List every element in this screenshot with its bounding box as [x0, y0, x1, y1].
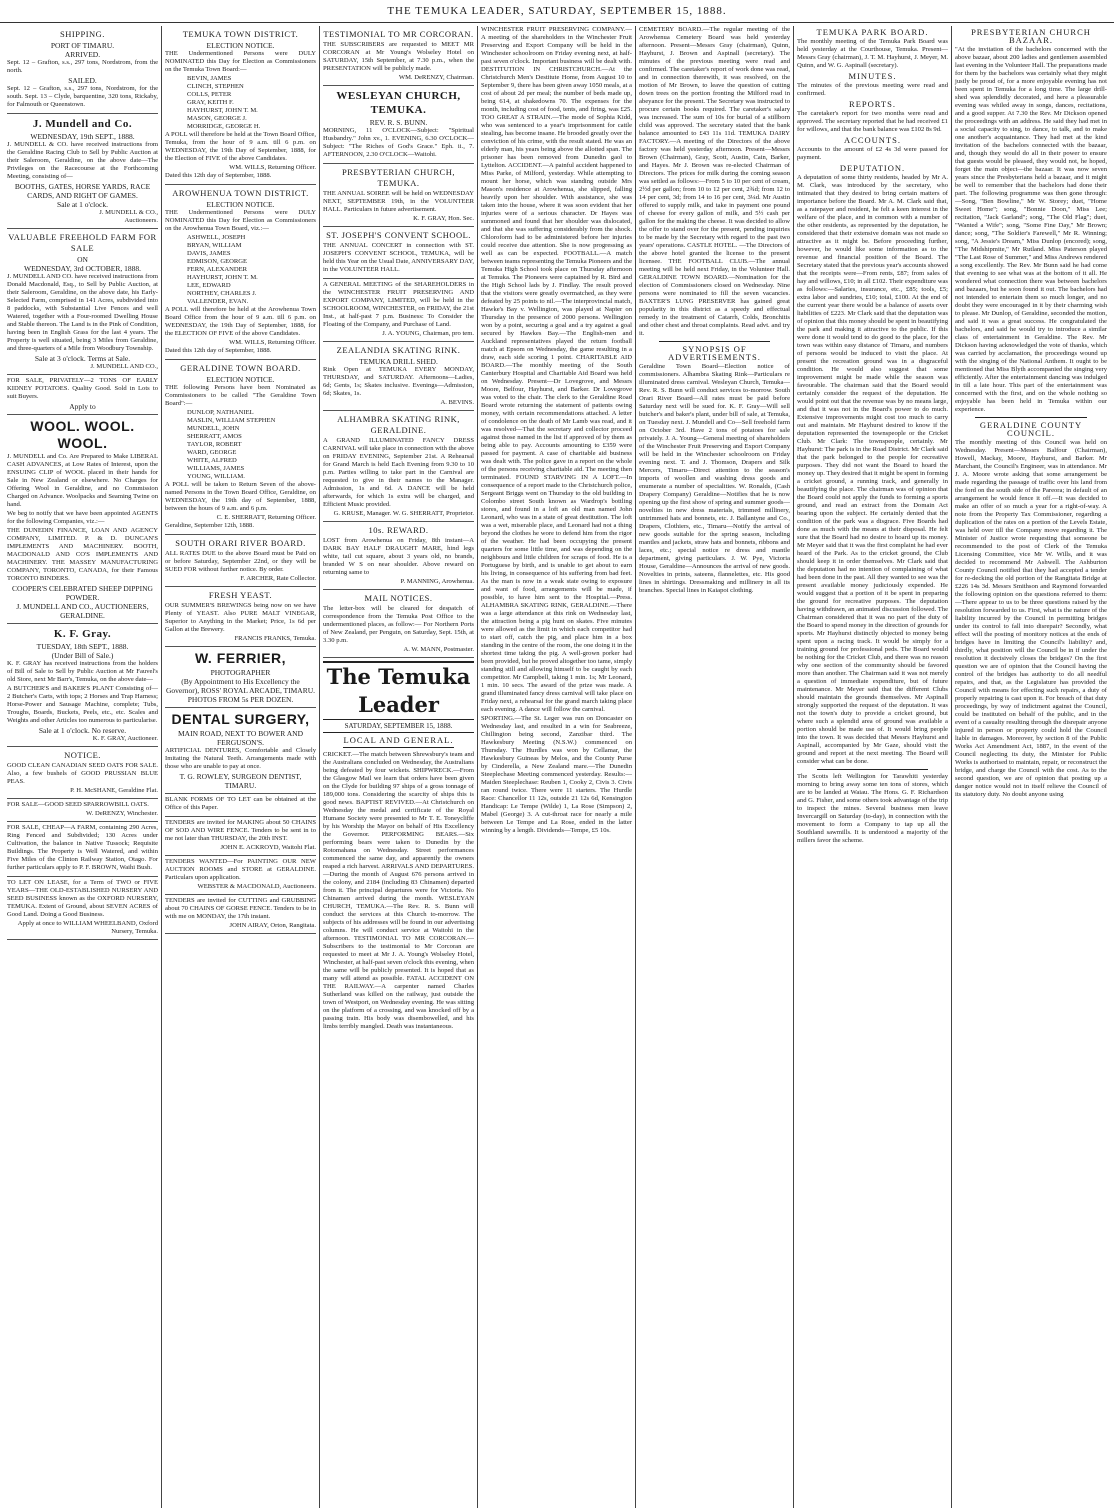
reports-heading: REPORTS.: [849, 99, 896, 109]
candidate: VALLENDER, EVAN.: [187, 298, 249, 305]
apply-text: Apply to: [69, 402, 96, 411]
arrived-heading: ARRIVED.: [64, 50, 101, 59]
candidate: WILLIAMS, JAMES: [187, 465, 245, 472]
divider: [817, 769, 928, 770]
issue-date: SATURDAY, SEPTEMBER 15, 1888.: [323, 722, 474, 733]
candidate: HAYHURST, JOHN T. M.: [187, 274, 258, 281]
county-council-heading: GERALDINE COUNTY COUNCIL.: [979, 420, 1083, 438]
geraldine-election-notice: [165, 360, 316, 535]
dated-text: Geraldine, September 12th, 1888.: [165, 522, 254, 529]
booths-text: BOOTHS, GATES, HORSE YARDS, RACE CARDS, AND RIGHT OF GAMES.: [14, 182, 151, 200]
gray-text: K. F. GRAY has received instructions from the holders of Bill of Sale to Sell by Public Auction at Mr Fauvel's old Store, next Mr Barr's, Temuka, on the above date—: [7, 660, 158, 683]
farm-date: WEDNESDAY, 3rd OCTOBER, 1888.: [24, 264, 141, 273]
dental-signature: T. G. ROWLEY, SURGEON DENTIST, TIMARU.: [179, 772, 302, 790]
sporting-text: SPORTING.—The St. Leger was run on Doncaster on Wednesday last, and resulted in a win for Seabreeze, Chillington being second, Zanzibar third. The Hawkesbury Meeting (N.S.W.) commenced on Thursday. The Hurdles was won by Cellamar, the Hawkesbury Guineas by Melos, and the County Purse by Cinderella, a New Zealand mare.—The Dunedin Steeplechase Meeting commenced yesterday. Results:—Maiden Steeplechase: Reuben 1, Cooky 2, Civis 3. Civis ran round twice. There were 11 starters. The Hurdle Race: Chancellor 11 12s, outside 21 12s 6d, Kensington Handicap: Le Tempe (Wilde) 1, La Rose (Simpson) 2, Mabel (George) 3. A cut-throat race for nearly a mile between Le Tempe and La Rose, ended in the latter winning by a length. Dividends—Tempe, £5 10s.: [481, 715, 632, 834]
gray-sale-ad: [7, 624, 158, 747]
wesleyan-text: MORNING, 11 O'CLOCK—Subject: "Spiritual Husbandry." John xv., 1. EVENING, 6.30 O'CLOCK—Subject: "The Riches of God's Grace." Eph. ii., 7. AFTERNOON, 2.30 O'CLOCK—Waitohi.: [323, 127, 474, 158]
potatoes-ad: [7, 375, 158, 415]
candidate: WHITE, ALFRED: [187, 457, 237, 464]
cooper-text: COOPER'S CELEBRATED SHEEP DIPPING POWDER.: [12, 584, 153, 602]
oats-notice: [7, 747, 158, 799]
candidate-list: [165, 75, 316, 131]
tender-painting-signature: WEBSTER & MACDONALD, Auctioneers.: [197, 883, 316, 890]
newspaper-title: The Temuka Leader: [323, 661, 474, 720]
sparrowbill-text: FOR SALE—GOOD SEED SPARROWBILL OATS.: [7, 801, 149, 808]
port-heading: PORT OF TIMARU.: [50, 41, 115, 50]
mail-heading: MAIL NOTICES.: [364, 593, 433, 603]
convent-concert-notice: [323, 227, 474, 279]
wool-ad: [7, 415, 158, 624]
wool-text-2: We beg to notify that we have been appointed AGENTS for the following Companies, viz.:—: [7, 510, 158, 525]
alhambra-rink-ad: [323, 411, 474, 522]
tender-fence-text: TENDERS are invited for MAKING about 50 CHAINS OF SOD AND WIRE FENCE. Tenders to be sent in to me not later than THURSDAY, the 20th INST.: [165, 819, 316, 842]
candidate-list: [165, 409, 316, 481]
synopsis-heading: SYNOPSIS OF ADVERTISEMENTS.: [668, 344, 761, 362]
election-text: THE Undermentioned Persons were DULY NOMINATED this Day for Election as Commissioners on the Temuka Town Board:—: [165, 50, 316, 73]
presbyterian-notice: [323, 164, 474, 227]
candidate: MORRIDGE, GEORGE H.: [187, 123, 261, 130]
signature: J. MUNDELL & CO.,: [99, 209, 158, 216]
local-general-text: CRICKET.—The match between Shrewsbury's team and the Australians concluded on Wednesday, the Australians being defeated by four wickets. SHIPWRECK.—From the Glasgow Mail we learn that orders have been given on the Clyde for building 97 ships of a gross tonnage of 189,000 tons. Considering the scarcity of ships this is good news. BAPTIST REVIVED.—At Christchurch on Wednesday the medal and certificate of the Royal Humane Society were presented to Mr T. E. Toneycliffe by his Worship the Mayor on behalf of His Excellency the Governor. PERFORMING BEARS.—Six performing bears were taken to Dunedin by the Rotomahana on Wednesday. Street performances commenced the same day, and apparently the owners reaped a rich harvest. ARRIVALS AND DEPARTURES.—During the month of August 676 persons arrived in the colony, and 2184 (including 83 Chinamen) departed from it. The principal departures were for Victoria. No Chinamen arrived during the month. WESLEYAN CHURCH, TEMUKA.—The Rev. R. S. Bunn will conduct the services at this Church to-morrow. The subjects of his addresses will be found in our advertising columns. He will conduct service at Waitohi in the afternoon. TESTIMONIAL TO MR CORCORAN.—Subscribers to the testimonial to Mr Corcoran are requested to meet at Mr J. A. Young's Wolseley Hotel, Winchester, at half-past seven o'clock this evening, when the same will be publicly presented. It is hoped that as many will attend as possible. FATAL ACCIDENT ON THE RAILWAY.—A carpenter named Charles Sutherland was killed on the railway, just outside the town of Westport, on Wednesday evening. He was sitting on the platform of a crossing, and was knocked off by a passing train. His body was disembowelled, and his limbs terribly mangled. Death was instantaneous.: [323, 751, 474, 1030]
zealandia-subtitle: TEMUKA DRILL SHED.: [359, 357, 438, 366]
candidate: DUNLOP, NATHANIEL: [187, 409, 254, 416]
column-3: [320, 26, 478, 1508]
farm-on: ON: [77, 255, 88, 264]
arrived-text: Sept. 12 – Grafton, s.s., 297 tons, Nordstrom, from the north.: [7, 59, 158, 74]
tender-gorse-ad: [165, 895, 316, 934]
zealandia-rink-ad: [323, 342, 474, 411]
candidate-list: [165, 234, 316, 306]
gray-date: TUESDAY, 18th SEPT., 1888.: [36, 642, 129, 651]
lease-signature: Apply at once to WILLIAM WHEELBAND, Oxford Nursery, Temuka.: [17, 920, 158, 935]
candidate: EDMISON, GEORGE: [187, 258, 248, 265]
zealandia-heading: ZEALANDIA SKATING RINK.: [336, 345, 461, 355]
cheap-farm-ad: [7, 822, 158, 877]
presbyterian-text: THE ANNUAL SOIREE will be held on WEDNESDAY NEXT, SEPTEMBER 19th, in the VOLUNTEER HALL. Particulars in future advertisement.: [323, 190, 474, 213]
minutes-text: The minutes of the previous meeting were read and confirmed.: [797, 82, 948, 97]
sale-date: WEDNESDAY, 19th SEPT., 1888.: [30, 132, 135, 141]
candidate: HAYHURST, JOHN T. M.: [187, 107, 258, 114]
farm-heading: VALUABLE FREEHOLD FARM FOR SALE: [8, 232, 157, 253]
candidate: GRAY, KEITH F.: [187, 99, 234, 106]
ferrier-heading: W. FERRIER,: [194, 650, 287, 666]
dental-heading: DENTAL SURGERY,: [171, 711, 310, 727]
general-meeting-notice: [323, 279, 474, 342]
cheap-farm-text: FOR SALE, CHEAP—A FARM, containing 290 Acres, Ring Fenced and Subdivided; 130 Acres under Cultivation, the balance in Native Tussock; Requisite Buildings. The Property is Well Watered, and within Five Miles of the Clinton Railway Station, Otago. For further particulars apply to P. F. BROWN, Waihi Bush.: [7, 824, 158, 871]
accounts-heading: ACCOUNTS.: [844, 135, 901, 145]
bazaar-text: "At the invitation of the bachelors concerned with the above bazaar, about 200 ladies and gentlemen assembled last evening in the Volunteer Hall. The preparations made for them by the bachelors was certainly what they might justly be proud of, for a more enjoyable evening has not been spent in Temuka for a long time. The large drill-shed was splendidly decorated, and here a pleasurable evening was whiled away in songs, dances, recitations, and a good supper. At 7.30 the Rev. Mr Dickson opened the proceedings with an address. He said they had met in a social capacity to sing, to dance, to talk, and to make one another's acquaintance. They had met at the kind invitation of the bachelors connected with the bazaar, and, though they would do all in their power to ensure that guests would be pleased, they would not, he hoped, forget the main object—the bazaar. It was now seven years since the Presbyterians held a bazaar, and it might be well to remember that the bachelors had done their part. The following programme was then gone through:—Song, "Ben Bowline," Mr W. Storey; duet, "Home Sweet Home"; song, "Bonnie Doon," Miss Lee; recitation, "Jack Garland"; song, "The Old Flag"; duet, "Wanted a Wife"; song, "Some Fine Day," Mr Brown; dance; song, "The Soldier's Farewell," Mr R. Winning; song, "A Jessie's Dream," Miss Dunlop (encored); song, "The Midshipmite," Mr Rutland. Miss Paterson played "The Last Rose of Summer," and Miss Andrews rendered a song excellently. The Rev. Mr Bunn said he had come that evening to see what was at the bottom of it all. He wondered what connection there was between bachelors and bazaars, but he soon found it out. The bachelors had not intended to entertain them so much longer, and no doubt they were encouraged in it by their charming wish to please. Mr Dunlop, of Geraldine, seconded the motion, and said it was a great success. He congratulated the bachelors, and said he would try to introduce a similar class of entertainment in Geraldine. The Rev. Mr Dickson having acknowledged the vote of thanks, which was carried by acclamation, the proceedings wound up with the singing of the National Anthem. It ought to be mentioned that Miss Blyth accompanied the singing very efficiently. After the entertainment dancing was indulged in till a late hour. This part of the entertainment was concerned with the first, and on the whole nothing so enjoyable has been held in Temuka within our experience.: [955, 46, 1107, 413]
accounts-text: Accounts to the amount of £2 4s 3d were passed for payment.: [797, 146, 948, 161]
gray-time: Sale at 1 o'clock. No reserve.: [38, 726, 127, 735]
candidate: MUNDELL, JOHN: [187, 425, 240, 432]
wesleyan-heading: WESLEYAN CHURCH, TEMUKA.: [336, 90, 461, 116]
column-1: [4, 26, 162, 1508]
gray-subtitle: (Under Bill of Sale.): [51, 651, 114, 660]
arowhenua-text: THE Undermentioned Persons were DULY NOMINATED this Day for Election as Commissioners on the Arowhenua Town Board, viz.:—: [165, 209, 316, 232]
candidate: MASLIN, WILLIAM STEPHEN: [187, 417, 276, 424]
ferrier-text: (By Appointment to His Excellency the Governor), ROSS' ROYAL ARCADE, TIMARU. PHOTOS FROM 5s PER DOZEN.: [165, 677, 316, 704]
wesleyan-notice: [323, 86, 474, 164]
candidate: FERN, ALEXANDER: [187, 266, 248, 273]
dated-text: Dated this 12th day of September, 1888.: [165, 172, 272, 179]
candidate: BRYAN, WILLIAM: [187, 242, 242, 249]
county-council-text: The monthly meeting of this Council was held on Wednesday. Present—Messrs Balfour (Chairman), Howell, Mackay, Moore, Hayhurst, and Barker. Mr Marchant, the Council's Engineer, was in attendance. Mr J. A. Moore wrote asking that some arrangement be made regarding the passage of traffic over his land from the ford on the south side of the Pareora; in default of an arrangement he would fence it off.—It was decided to make an offer of so much a year for a right-of-way. A note from the Property Tax Commissioner, regarding a duplication of the rates on a portion of the Levels Estate, was held over till the Company move regarding it. The Minister of Justice wrote requesting that someone be recommended to the post of Clerk of the Temuka Licensing Committee, vice Mr W. Wills, and it was decided to recommend Mr Ashwell. The Ashburton County Council notified that they had accepted a tender for re-decking the old portion of the Rangitata Bridge at £226 14s 3d. Messrs Smithson and Raymond forwarded the following opinion on the questions referred to them:—There appear to us to be three questions raised by the resolution forwarded to us. First, what is the nature of the liability incurred by the Council in permitting bridges under its control to fall into disrepair? Secondly, what effect will the posting of monitory notices at the ends of bridges have in limiting the Council's liability? and, thirdly, what position will the Council be in if under the resolution it decisively closes the bridges? On the first question we are of opinion that the Council having the control of the bridges has authority to do all needful repairs, and that, as the Legislature has provided the Council with means for effecting such repairs, a duty of properly repairing is cast upon it. For breach of that duty proceedings, by way of indictment against the Council, could be instituted on behalf of the public, and in the event of a casualty resulting through the disrepair anyone injured in person or property could hold the Council liable in damages. Moreover, by section 8 of the Public Works Act Amendment Act, 1887, in the event of the Council neglecting its duty, the Minister for Public Works is authorised to maintain, repair, or reconstruct the bridge, and charge the Council with the cost. As to the second question, we are of opinion that posting up a danger notice would not in itself relieve the Council of its statutory duty. No doubt anyone using: [955, 439, 1107, 798]
sailed-text: Sept. 12 – Grafton, s.s., 297 tons, Nordstrom, for the south. Sept. 13 – Clyde, barquentine, 320 tons, Rickaby, for Falmouth or Queenstown.: [7, 85, 158, 108]
yeast-heading: FRESH YEAST.: [208, 590, 273, 600]
newspaper-columns: [4, 26, 1110, 1508]
reward-signature: P. MANNING, Arowhenua.: [400, 578, 474, 585]
arowhenua-poll-text: A POLL will therefore be held at the Arowhenua Town Board Office from the hour of 9 a.m. till 6 p.m. on WEDNESDAY, the 19th Day of September, 1888, for the ELECTION OF FIVE of the above Candidates.: [165, 306, 316, 337]
minutes-heading: MINUTES.: [848, 71, 897, 81]
local-general-heading: LOCAL AND GENERAL.: [343, 735, 454, 745]
shipping-section: [7, 26, 158, 114]
farm-text: J. MUNDELL AND CO. have received instructions from Donald Macdonald, Esq., to Sell by Public Auction, at their Saleroom, Geraldine, on the above date, his Early-Selected Farm, comprised in 141 Acres, subdivided into 8 paddocks, with Substantial Live Fences and well Watered, together with a Four-roomed Dwelling House and Stable thereon. The Land is in the Pink of Condition, having been in English Grass for the last 4 years. The Property is well situated, being 3 Miles from Geraldine, and three-quarters of a Mile from Woodbury Township.: [7, 273, 158, 352]
divider: [975, 417, 1087, 418]
park-board-text: The monthly meeting of the Temuka Park Board was held yesterday at the Courthouse, Temuka. Present—Messrs Gray (chairman), J. T. M. Hayhurst, J. Meyer, M. Quinn, and W. G. Aspinall (secretary).: [797, 38, 948, 69]
testimonial-text: THE SUBSCRIBERS are requested to MEET MR CORCORAN at Mr Young's Wolseley Hotel on SATURDAY, 15th September, at 7.30 p.m., when the PRESENTATION will be publicly made.: [323, 41, 474, 72]
lease-ad: [7, 877, 158, 940]
testimonial-notice: [323, 26, 474, 86]
zealandia-signature: A. BEVINS.: [440, 399, 474, 406]
wesleyan-subtitle: REV. R. S. BUNN.: [369, 118, 428, 127]
reward-text: LOST from Arowhenua on Friday, 8th instant—A DARK BAY HALF DRAUGHT MARE, hind legs white, tail cut square, about 3 years old, no brands, branded W S on near shoulder. Above reward on returning same to: [323, 537, 474, 576]
orari-signature: F. ARCHER, Rate Collector.: [240, 575, 316, 582]
blank-forms-text: BLANK FORMS OF TO LET can be obtained at the Office of this Paper.: [165, 796, 316, 811]
tender-gorse-signature: JOHN AIRAY, Orton, Rangitata.: [229, 922, 316, 929]
candidate: YOUNG, WILLIAM.: [187, 473, 245, 480]
gray-text-2: A BUTCHER'S and BAKER'S PLANT Consisting of— 2 Butcher's Carts, with tops; 2 Horses and Trap Harness; Horse-Power and Sausage Machine, complete; Tubs, Troughs, Boards, Buckets, Peels, etc., etc. Scales and Weights and other Articles too numerous to particularise.: [7, 685, 158, 724]
candidate: ASHWELL, JOSEPH: [187, 234, 246, 241]
farm-sale-ad: [7, 229, 158, 375]
deputation-text: A deputation of some thirty residents, headed by Mr A. M. Clark, was introduced by the secretary, who intimated that they desired to bring certain matters of importance before the Board. Mr A. M. Clark said that, as a ratepayer and resident, he felt a keen interest in the welfare of the place, and in common with a number of the other residents, as represented by the deputation, he considered that their extensive domain was not made so attractive as it might be. Before proceeding further, however, he would like some information as to the revenue and financial position of the Board. The Secretary stated that the previous year's accounts showed that the receipts were—From rents, £87; from sales of hay and willows, £10; in all £102. Their expenditure was as follows:—Salaries, insurance, etc., £85; tools, £5; extra labor and sundries, £10; total, £100. At the end of the current year there would be a balance of assets over liabilities of £223. Mr Clark said that the deputation was of opinion that this money should be spent in beautifying the park and making it attractive to the public. If this were done it would tend to do good to the place, for the town was within easy distance of Timaru, and numbers of persons would be induced to visit the place. At present the recreation ground was in a disgraceful condition. He would also suggest that some improvement might be made while the season was favourable. The chairman said that the Board would certainly consider the request of the deputation. He would point out that the revenue was by no means large, and that it was not in the Board's power to do much. Extensive improvements might cost too much to carry out and maintain. Mr Hayhurst desired to know if the deputation represented the townspeople or the Cricket Club. Mr Clark: The townspeople, certainly. Mr Hayhurst: The park is in the Road District. Mr Clark said that the park belonged to the people for recreative purposes. They did not want the Board to hoard the money up. They desired that it might be spent in forming a cricket ground, a running track, and generally in beautifying the place. The chairman was of opinion that the Board could not apply the funds to forming a sports ground, and read an extract from the Domain Act bearing upon the subject. He certainly denied that the condition of the park was a disgrace. Five Boards had done as much with the means at their disposal. He felt sure that the Board had no desire to hoard up its money. Mr Meyer said that it was the first complaint he had ever heard of the Park. As to the cricket ground, the Club should keep it in order themselves. Mr Clark said that the deputation had no intention of complaining of what had been done in the past. All they wanted to see was the present available money judiciously expended. He would suggest that a portion of it be spent in preparing the ground for recreative purposes. The deputation having withdrawn, an animated discussion followed. The Chairman considered that it was no part of the duty of the Board to spend money in the direction of grounds for sports. Mr Hayhurst distinctly objected to money being spent upon a racing track. It would be simply for a training ground for professional peds. The Board would be nothing for the Cricket Club, and there was no reason why one section of the community should be favored more than another. The Chairman said it was not merely a question of immediate expenditure, but of future maintenance. Mr Meyer said that the different Clubs should maintain the grounds themselves. Mr Aspinall strongly supported the request of the deputation. It was not the town's duty to provide a cricket ground, but where such a splendid area of ground was available a portion should be made use of. It would bring people into the town. It was decided that Messrs Hayhurst and Aspinall, accompanied by Mr Gaze, should visit the ground and report at the next meeting. The Board will consider what can be done.: [797, 174, 948, 765]
news-text: The Scotts left Wellington for Tarawhiti yesterday morning to bring away some ten tons of stores, which are to be landed at Waiau. The Hons. G. F. Richardson and G. Fisher, and some others took advantage of the trip to inspect the mines. Several business men leave Invercargill on Saturday (to-day), in connection with the movement to form a Company to tap up all the Southland sawmills. It is understood a majority of the millers favor the scheme.: [797, 773, 948, 844]
orari-board-notice: [165, 535, 316, 587]
arowhenua-election-notice: [165, 185, 316, 360]
deputation-heading: DEPUTATION.: [839, 163, 906, 173]
mail-text: The letter-box will be cleared for despatch of correspondence from the Temuka Post Office to the undermentioned places, as follow:— For Northern Ports of New Zealand, per Penguin, on Saturday, Sept. 15th, at 3.30 p.m.: [323, 605, 474, 644]
blank-forms-ad: [165, 794, 316, 817]
returning-officer: WM. WILLS, Returning Officer.: [229, 164, 316, 171]
testimonial-signature: WM. DeRENZY, Chairman.: [398, 74, 474, 81]
oats-text: GOOD CLEAN CANADIAN SEED OATS FOR SALE. Also, a few bushels of GOOD PRUSSIAN BLUE PEAS.: [7, 762, 158, 785]
general-meeting-text: A GENERAL MEETING of the SHAREHOLDERS in the WINCHESTER FRUIT PRESERVING AND EXPORT COMPANY, LIMITED, will be held in the SCHOOLROOM, WINCHESTER, on FRIDAY, the 21st Inst., at half-past 7 p.m. Business: To Consider the Floating of the Company, and Purchase of Land.: [323, 281, 474, 328]
election-heading: ELECTION NOTICE.: [206, 41, 275, 50]
convent-heading: ST. JOSEPH'S CONVENT SCHOOL.: [326, 230, 471, 240]
orari-heading: SOUTH ORARI RIVER BOARD.: [175, 538, 306, 548]
potatoes-text: FOR SALE, PRIVATELY—2 TONS OF EARLY KIDNEY POTATOES. Quality Good. Sold in Lots to suit Buyers.: [7, 377, 158, 400]
district-heading: TEMUKA TOWN DISTRICT.: [182, 29, 299, 39]
dental-text: ARTIFICIAL DENTURES, Comfortable and Closely Imitating the Natural Teeth. Arrangements made with those who are unable to pay at once.: [165, 747, 316, 770]
dental-subtitle: MAIN ROAD, NEXT TO BOWER AND FERGUSON'S.: [177, 729, 303, 747]
signature-title: Auctioneers.: [124, 217, 158, 224]
zealandia-text: Rink Open at TEMUKA EVERY MONDAY, THURSDAY, and SATURDAY. Afternoons—Ladies, 6d; Gents, 1s; Skates inclusive. Evenings—Admission, 6d; Skates, 1s.: [323, 366, 474, 397]
candidate: TAYLOR, ROBERT: [187, 441, 242, 448]
dated-text: Dated this 12th day of September, 1888.: [165, 347, 272, 354]
election-heading: ELECTION NOTICE.: [206, 200, 275, 209]
candidate: CLINCH, STEPHEN: [187, 83, 244, 90]
ferrier-subtitle: PHOTOGRAPHER: [210, 668, 271, 677]
bazaar-heading: PRESBYTERIAN CHURCH BAZAAR.: [971, 27, 1091, 45]
convent-text: THE ANNUAL CONCERT in connection with ST. JOSEPH'S CONVENT SCHOOL, TEMUKA, will be held this Year on the Usual Date, ANNIVERSARY DAY, in the VOLUNTEER HALL.: [323, 242, 474, 273]
park-board-heading: TEMUKA PARK BOARD.: [816, 27, 929, 37]
orari-text: ALL RATES DUE to the above Board must be Paid on or before Saturday, September 22nd, or they will be SUED FOR without further notice. By order.: [165, 550, 316, 573]
geraldine-heading: GERALDINE TOWN BOARD.: [180, 363, 301, 373]
race-privileges-ad: [7, 114, 158, 229]
divider: [659, 341, 770, 342]
news-text: CEMETERY BOARD.—The regular meeting of the Arowhenua Cemetery Board was held yesterday afternoon. Present—Messrs Gray (chairman), Quinn, Hayhurst, J. Brown and Aspinall (secretary). The minutes of the previous meeting were read and confirmed. The caretaker's report of work done was read, and in connection therewith, it was resolved, on the motion of Mr Brown, to leave the question of cutting down trees on the portion fronting the Milford road in abeyance for the present. The Secretary was instructed to procure certain books required. The caretaker's salary was increased. The sum of 10s for burial of a stillborn child was approved. The secretary stated that the bank balance amounted to £43 11s 11d. TEMUKA DAIRY FACTORY.—A meeting of the Directors of the above factory was held yesterday afternoon. Present—Messrs Brown (Chairman), Gray, Scott, Austin, Cain, Barker, and Hayes. Mr J. Brown was re-elected Chairman of Directors. The prices for milk during the coming season was settled as follows:—From 5 to 10 per cent of cream, 2½d per gallon; from 10 to 12 per cent, 2¾d; from 12 to 14 per cent, 3d; from 14 to 16 per cent, 3¼d. Mr Austin offered to supply milk, and take in payment one pound of cheese for every gallon of milk, and 5½ cash per gallon for the making the cheese. It was decided to allow the offer to stand over for the present, pending inquiries to be made by the Secretary with regard to the past two years' operations. CASTLE HOTEL. —The Directors of the above hotel granted the license to the present licensee. THE FOOTBALL CLUB.—The annual meeting will be held next Friday, in the Volunteer Hall. GERALDINE TOWN BOARD.—Nomination for the election of Commissioners closed on Wednesday. Nine persons were nominated to fill the seven vacancies. BAXTER'S LUNG PRESERVER has gained great popularity in this district as a speedy and effectual remedy in the treatment of Catarrh, Colds, Bronchitis and other chest and throat complaints. Read advt. and try it.: [639, 26, 790, 337]
mail-notices: [323, 590, 474, 658]
dental-ad: [165, 708, 316, 794]
candidate: LEE, EDWARD: [187, 282, 231, 289]
lease-text: TO LET ON LEASE, for a Term of TWO or FIVE YEARS—THE OLD-ESTABLISHED NURSERY AND SEED BUSINESS known as the OXFORD NURSERY, TEMUKA. Extent of Ground, about SEVEN ACRES of Good Land. Doing a Good Business.: [7, 879, 158, 918]
wool-text: J. MUNDELL and Co. Are Prepared to Make LIBERAL CASH ADVANCES, at Low Rates of Interest, upon the ENSUING CLIP of WOOL placed in their hands for Sale in New Zealand or elsewhere. No Charges for Offering Wool in Geraldine, and no Commission Charged on Advance. Woolpacks and Seaming Twine on hand.: [7, 453, 158, 508]
returning-officer: C. E. SHERRATT, Returning Officer.: [216, 514, 316, 521]
alhambra-signature: G. KRUSE, Manager. W. G. SHERRATT, Proprietor.: [333, 510, 474, 517]
poll-text: A POLL will therefore be held at the Town Board Office, Temuka, from the hour of 9 a.m. till 6 p.m. on WEDNESDAY, the 19th Day of September, 1888, for the Election of FIVE of the above Candidates.: [165, 131, 316, 162]
sparrowbill-ad: [7, 799, 158, 822]
column-7: [952, 26, 1110, 1508]
tender-gorse-text: TENDERS are invited for CUTTING and GRUBBING about 70 CHAINS OF GORSE FENCE. Tenders to be in with me on MONDAY, the 17th instant.: [165, 897, 316, 920]
farm-time: Sale at 3 o'clock. Terms at Sale.: [34, 354, 131, 363]
candidate: MASON, GEORGE J.: [187, 115, 247, 122]
yeast-ad: [165, 587, 316, 647]
wool-heading: WOOL. WOOL. WOOL.: [30, 418, 135, 451]
candidate: BEVIN, JAMES: [187, 75, 232, 82]
mail-signature: A. W. MANN, Postmaster.: [403, 646, 474, 653]
column-5: [636, 26, 794, 1508]
reports-text: The caretaker's report for two months were read and approved. The secretary reported that he had received £1 for willows, and that the bank balance was £102 8s 9d.: [797, 110, 948, 133]
farm-signature: J. MUNDELL AND CO.,: [90, 363, 158, 370]
tender-painting-ad: [165, 856, 316, 895]
tender-fence-ad: [165, 817, 316, 856]
news-text: WINCHESTER FRUIT PRESERVING COMPANY.—A meeting of the shareholders in the Winchester Fruit Preserving and Export Company will be held in the Winchester schoolroom on Friday evening next, at half-past seven o'clock. Important business will be dealt with. DESTITUTION IN CHRISTCHURCH.—At the Christchurch Men's Destitute Home, from August 10 to September 9, there has been given away 1050 meals, at a cost of about 2d per meal; the number of beds made up, being 614, at shakedowns 70. The expenses for the month, including cost of food, tents, and firing, was £25. TOO GREAT A STRAIN.—The mode of Sophia Kidd, who was sentenced to a year's imprisonment for cattle stealing, has become insane. He brooded greatly over the conviction of his crime, with the result stated. He was an elderly man, his years being above the allotted span. The prisoner has been removed from Dunedin gaol to Lyttelton. ACCIDENT.—A painful accident happened to Miss Parke, of Milford, yesterday. While attempting to mount her horse, which was standing outside Mrs Mason's residence at Arowhenua, she slipped, falling heavily upon her shoulder. With assistance, she was taken into the house, where it was soon evident that her injuries were of a serious character. Dr Hayes was summoned and found that her shoulder was dislocated, and that she was suffering considerably from the shock. Chloroform had to be administered before her injuries could receive due attention. She is now progressing as well as can be expected. FOOTBALL.—A match between teams representing the Temuka Pioneers and the Temuka High School took place on Thursday afternoon at Temuka. The Pioneers were captained by R. Bird and the High School lads by J. Findlay. The result proved that the visitors were greatly overmatched, as they were defeated by 25 points to nil.—The interprovincial match, Hawke's Bay v. Wellington, was played at Napier on Thursday in the presence of 2000 persons. Wellington won by a point, securing a goal and a try against a goal secured by Hawkes Bay.—The English-men and Auckland representatives played the return football match at Epsom on Wednesday, the game resulting in a draw, each side scoring 1 point. CHARITABLE AID BOARD.—The monthly meeting of the South Canterbury Hospital and Charitable Aid Board was held on Wednesday. Present—Dr Lovegrove, and Messrs Moore, Belfour, Hayhurst, and Barker. Dr Lovegrove was voted to the chair. The clerk to the Geraldine Road Board wrote returning the statement of patients owing money, with certain recommendations attached. A letter of condolence on the death of Mr Lamb was read, and it was resolved—That the secretary and collector proceed against those named in the list if approved of by them as being able to pay. Accounts amounting to £359 were passed for payment. A case of charitable aid business was dealt with. The police gave in a report on the whole of the persons receiving charitable aid. The meeting then terminated. FOUND STARVING IN A LOFT.—In consequence of a report made to the Christchurch police, Sergeant Briggs went on Thursday to the old building in Colombo street South known as Wardrop's bottling stores, and found in a loft an old man named John Leonard, who was in a state of great destitution. The loft was a wet, miserable place, and Leonard had not a thing beyond the clothes he wore to defend him from the rigor of the weather. He had been occupying the present quarters for some little time, and was depending on the neighbours and little children for scraps of food. He is a Portuguese by birth, and is unable to get about to earn his living, in consequence of his suffering from bad feet. As the man is now in a weak state owing to exposure and want of food, arrangements will be made, if possible, to have him sent to the Hospital.—Press. ALHAMBRA SKATING RINK, GERALDINE.—There was a large attendance at this rink on Wednesday last, the attraction being a pig hunt on skates. Five minutes were allowed as the limit in which each competitor had to start off, catch the pig, and place him in a box standing in the centre of the room, the one doing it in the shortest time taking the pig. A well-grown porker had been provided, but he proved altogether too tame, simply standing still and allowing himself to be caught by each competitor. Mr Campbell, taking 1 min. 1s; Mr Leonard, 1 min. 10 secs. The award of the prize was made. A grand illuminated fancy dress carnival will take place on Friday next, a rehearsal for the grand march taking place each evening. A dance will follow the carnival.: [481, 26, 632, 713]
alhambra-text: A GRAND ILLUMINATED FANCY DRESS CARNIVAL will take place in connection with the above on FRIDAY EVENING, September 21st. A Rehearsal for Grand March is held Each Evening from 9.30 to 10 p.m. Parties willing to take part in the Carnival are requested to give in their names to the Manager. Admission, 1s and 6d. A DANCE will be held afterwards, for which 1s extra will be charged, and Efficient Music provided.: [323, 437, 474, 508]
race-text: J. MUNDELL & CO. have received instructions from the Geraldine Racing Club to Sell by Public Auction at their Saleroom, Geraldine, on the above date—The Privileges on the Racecourse at the Forthcoming Meeting, consisting of—: [7, 141, 158, 180]
gray-heading: K. F. Gray.: [53, 628, 112, 640]
column-4: [478, 26, 636, 1508]
divider: [343, 747, 454, 748]
general-meeting-signature: J. A. YOUNG, Chairman, pro tem.: [382, 330, 474, 337]
geraldine-text: THE following Persons have been Nominated as Commissioners to be called "The Geraldine Town Board":—: [165, 384, 316, 407]
alhambra-heading: ALHAMBRA SKATING RINK, GERALDINE.: [337, 414, 460, 435]
arowhenua-heading: AROWHENUA TOWN DISTRICT.: [172, 188, 309, 198]
wool-text-3: THE DUNEDIN FINANCE, LOAN AND AGENCY COMPANY, LIMITED. P. & D. DUNCAN'S IMPLEMENTS AND MACHINERY. BOOTH, MACDONALD AND CO'S IMPLEMENTS AND MACHINERY. THE MASSEY MANUFACTURING COMPANY, TORONTO, CANADA, for their Famous TORONTO BINDERS.: [7, 527, 158, 582]
yeast-text: OUR SUMMER'S BREWINGS being now on we have Plenty of YEAST. Also PURE MALT VINEGAR, Superior to Anything in the Market; Price, 1s 6d per Gallon at the Brewery.: [165, 602, 316, 633]
reward-notice: [323, 522, 474, 590]
candidate: SHERRATT, AMOS: [187, 433, 242, 440]
sale-time: Sale at 1 o'clock.: [57, 200, 108, 209]
candidate: COLLS, PETER: [187, 91, 232, 98]
notice-heading: NOTICE.: [64, 750, 101, 760]
shipping-heading: SHIPPING.: [60, 29, 105, 39]
testimonial-heading: TESTIMONIAL TO MR CORCORAN.: [323, 29, 474, 39]
masthead: THE TEMUKA LEADER, SATURDAY, SEPTEMBER 15, 1888.: [0, 0, 1114, 23]
mundell-heading: J. Mundell and Co.: [32, 118, 133, 130]
gray-signature: K. F. GRAY, Auctioneer.: [92, 735, 158, 742]
sparrowbill-signature: W. DeRENZY, Winchester.: [86, 810, 158, 817]
synopsis-text: Geraldine Town Board—Election notice of commissioners. Alhambra Skating Rink—Particulars re illuminated dress carnival. Wesleyan Church, Temuka—Rev. R. S. Bunn will conduct services to-morrow. South Orari River Board—All rates must be paid before Saturday next will be sued for. K. F. Gray—Will sell butcher's and baker's plant, under bill of sale, at Temuka, on Tuesday next. J. Mundell and Co—Sell freehold farm on October 3rd. Have 2 tons of potatoes for sale privately. J. A. Young—General meeting of shareholders of the Winchester Fruit Preserving and Export Company will be held in the Winchester schoolroom on Friday evening next. T. and J. Thomson, Drapers and Silk Mercers, Timaru—Direct attention to the season's imports of woollen and washing dress goods and enumerate a number of specialities. W. Ronalds, (Cash Drapery Company) Geraldine—Notifies that he is now opening up the first show of spring and summer goods—novelties in new dress materials, trimmed millinery, untrimmed hats and bonnets, etc. J. Ballantyne and Co., Drapers, Clothiers, etc., Timaru—Notify the arrival of new goods suitable for the spring season, including mantles and jackets, straw hats and bonnets, ribbons and laces, etc.; special notice re dress and mantle department, giving particulars. J. W. Pye, Victoria House, Geraldine—Announces the arrival of new goods. Novelties in prints, sateens, flannelettes, etc. His good lines in shirtings. Dressmaking and millinery in all its branches. Special lines in Kaiapoi clothing.: [639, 363, 790, 594]
presbyterian-heading: PRESBYTERIAN CHURCH, TEMUKA.: [342, 167, 455, 188]
tender-painting-text: TENDERS WANTED—For PAINTING OUR NEW AUCTION ROOMS and STORE at GERALDINE. Particulars upon application.: [165, 858, 316, 881]
temuka-election-notice: [165, 26, 316, 185]
oats-signature: P. H. McSHANE, Geraldine Flat.: [70, 787, 158, 794]
candidate: DAVIS, JAMES: [187, 250, 231, 257]
yeast-signature: FRANCIS FRANKS, Temuka.: [234, 635, 316, 642]
wool-signature: J. MUNDELL AND CO., AUCTIONEERS, GERALDINE.: [16, 602, 149, 620]
presbyterian-signature: K. F. GRAY, Hon. Sec.: [413, 215, 474, 222]
sailed-heading: SAILED.: [68, 76, 97, 85]
geraldine-poll-text: A POLL will be taken to Return Seven of the above-named Persons in the Town Board Office, Geraldine, on WEDNESDAY, the 19th day of September, 1888, between the hours of 9 a.m. and 6 p.m.: [165, 481, 316, 512]
tender-fence-signature: JOHN E. ACKROYD, Waitohi Flat.: [220, 844, 316, 851]
returning-officer: WM. WILLS, Returning Officer.: [229, 339, 316, 346]
candidate: NORTHEY, CHARLES J.: [187, 290, 257, 297]
column-6: [794, 26, 952, 1508]
ferrier-ad: [165, 647, 316, 708]
election-heading: ELECTION NOTICE.: [206, 375, 275, 384]
column-2: [162, 26, 320, 1508]
candidate: WARD, GEORGE: [187, 449, 237, 456]
reward-heading: 10s. REWARD.: [368, 525, 429, 535]
